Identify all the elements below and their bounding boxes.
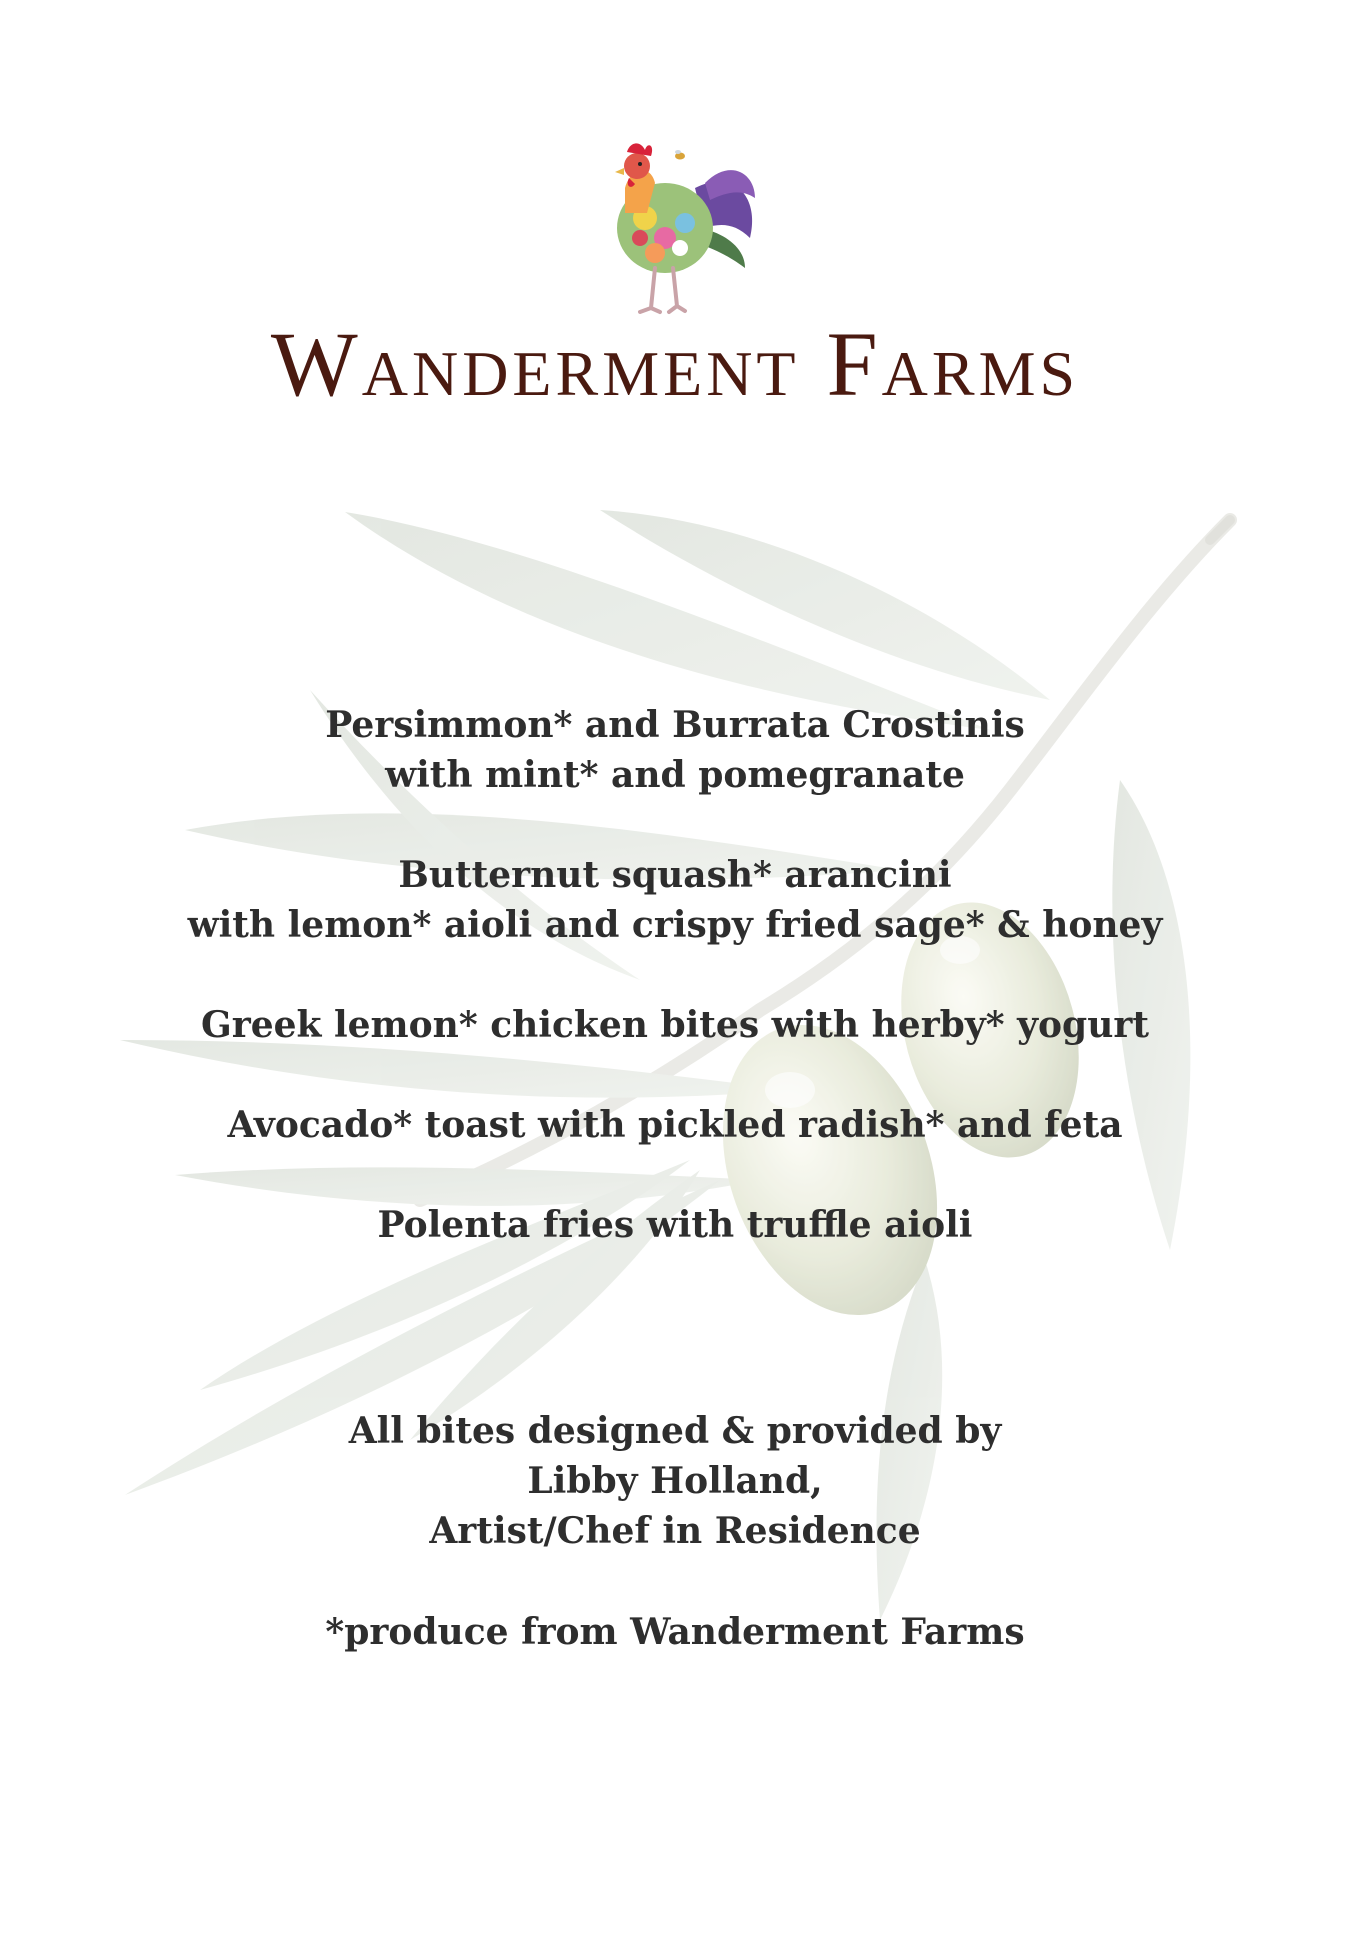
menu-item-title: Avocado* toast with pickled radish* and feta xyxy=(227,1104,1123,1146)
brand-wordmark: Wanderment Farms xyxy=(270,313,1080,415)
menu-item-detail: with mint* and pomegranate xyxy=(385,754,965,796)
chef-title: Artist/Chef in Residence xyxy=(429,1510,921,1552)
produce-footnote: *produce from Wanderment Farms xyxy=(325,1611,1025,1653)
menu-item xyxy=(0,1200,1350,1250)
chef-name: Libby Holland, xyxy=(527,1460,823,1502)
menu-item xyxy=(0,1100,1350,1150)
menu-item-title: Greek lemon* chicken bites with herby* yogurt xyxy=(200,1004,1149,1046)
menu-list xyxy=(0,700,1350,1250)
rooster-icon xyxy=(585,128,765,318)
menu-item xyxy=(0,850,1350,950)
menu-item-detail: with lemon* aioli and crispy fried sage* & honey xyxy=(187,904,1163,946)
menu-item-title: Persimmon* and Burrata Crostinis xyxy=(325,704,1025,746)
menu-item xyxy=(0,700,1350,800)
chef-credits xyxy=(0,1406,1350,1556)
menu-item-title: Butternut squash* arancini xyxy=(398,854,952,896)
menu-item xyxy=(0,1000,1350,1050)
menu-item-title: Polenta fries with truffle aioli xyxy=(377,1204,973,1246)
credits-line: All bites designed & provided by xyxy=(348,1410,1002,1452)
